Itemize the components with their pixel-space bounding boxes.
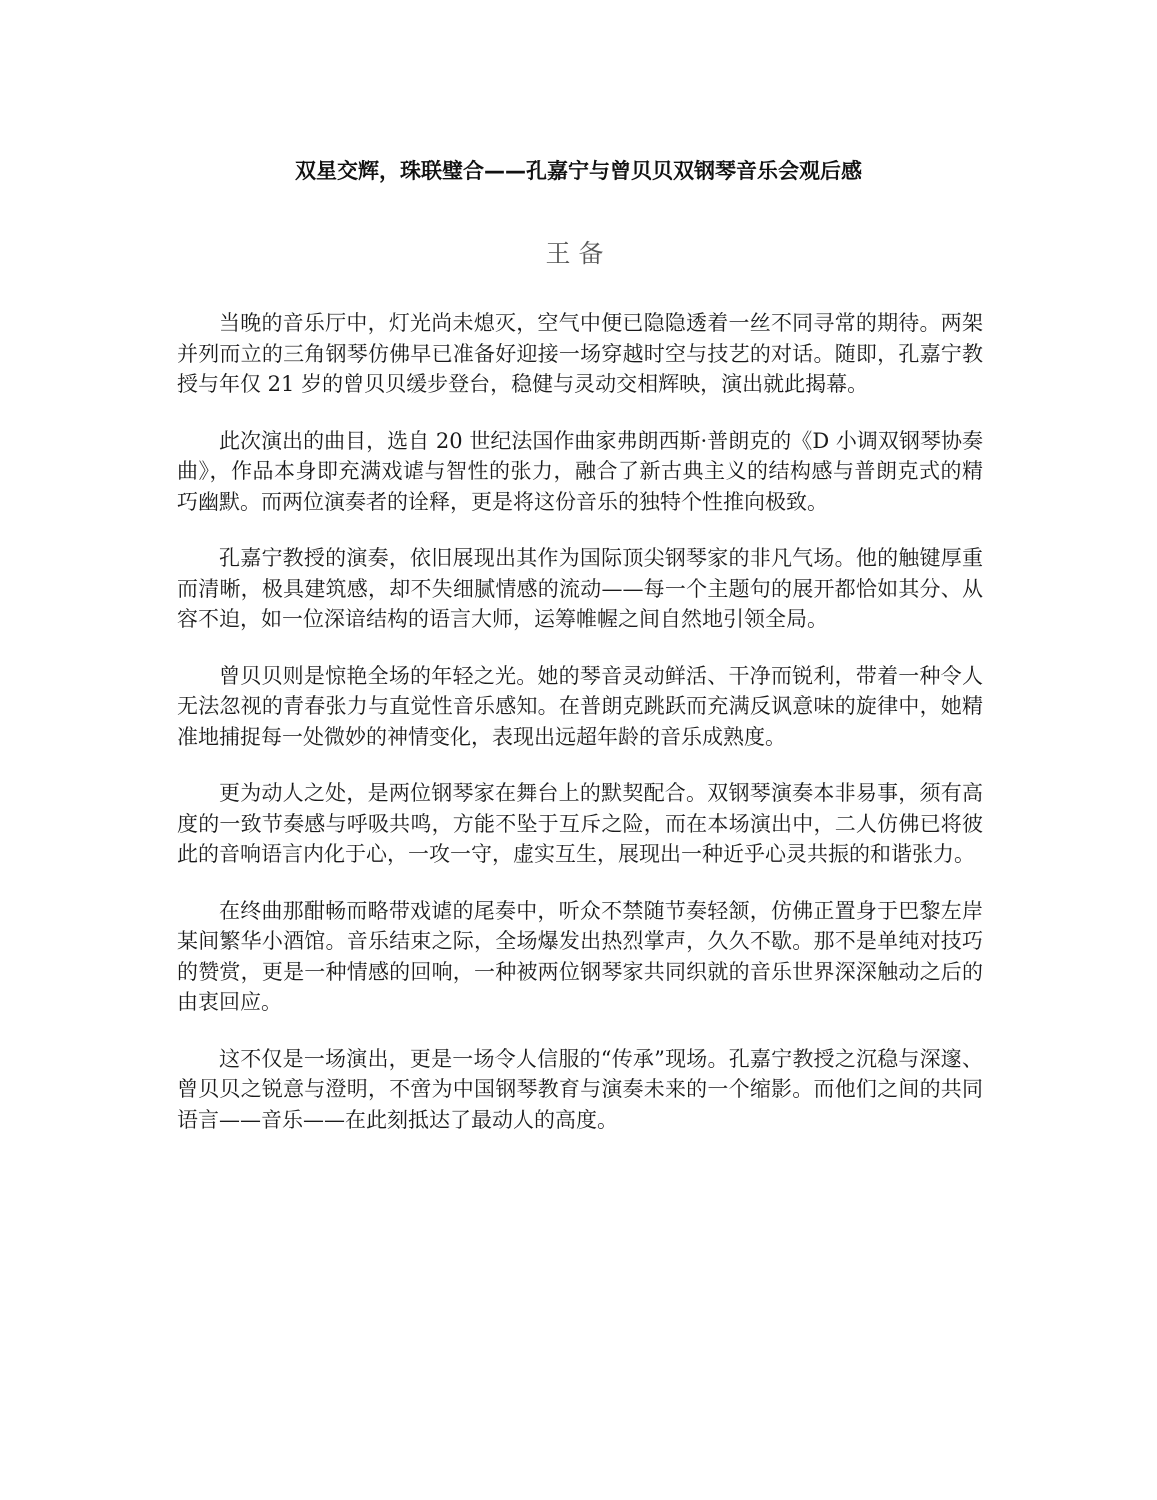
paragraph-2: 此次演出的曲目，选自 20 世纪法国作曲家弗朗西斯·普朗克的《D 小调双钢琴协奏曲》，作品本身即充满戏谑与智性的张力，融合了新古典主义的结构感与普朗克式的精巧幽默。而两位演奏者的诠释，更是将这份音乐的独特个性推向极致。 — [177, 428, 983, 514]
document-title: 双星交辉，珠联璧合——孔嘉宁与曾贝贝双钢琴音乐会观后感 — [295, 159, 862, 183]
paragraph-3: 孔嘉宁教授的演奏，依旧展现出其作为国际顶尖钢琴家的非凡气场。他的触键厚重而清晰，极具建筑感，却不失细腻情感的流动——每一个主题句的展开都恰如其分、从容不迫，如一位深谙结构的语言大师，运筹帷幄之间自然地引领全局。 — [177, 546, 983, 631]
paragraph-5: 更为动人之处，是两位钢琴家在舞台上的默契配合。双钢琴演奏本非易事，须有高度的一致节奏感与呼吸共鸣，方能不坠于互斥之险，而在本场演出中，二人仿佛已将彼此的音响语言内化于心，一攻一守，虚实互生，展现出一种近乎心灵共振的和谐张力。 — [177, 781, 983, 866]
paragraph-1: 当晚的音乐厅中，灯光尚未熄灭，空气中便已隐隐透着一丝不同寻常的期待。两架并列而立的三角钢琴仿佛早已准备好迎接一场穿越时空与技艺的对话。随即，孔嘉宁教授与年仅 21 岁的曾贝贝缓步登台，稳健与灵动交相辉映，演出就此揭幕。 — [177, 311, 983, 396]
paragraph-6: 在终曲那酣畅而略带戏谑的尾奏中，听众不禁随节奏轻颔，仿佛正置身于巴黎左岸某间繁华小酒馆。音乐结束之际，全场爆发出热烈掌声，久久不歇。那不是单纯对技巧的赞赏，更是一种情感的回响，一种被两位钢琴家共同织就的音乐世界深深触动之后的由衷回应。 — [177, 898, 983, 1014]
paragraph-7: 这不仅是一场演出，更是一场令人信服的“传承”现场。孔嘉宁教授之沉稳与深邃、曾贝贝之锐意与澄明，不啻为中国钢琴教育与演奏未来的一个缩影。而他们之间的共同语言——音乐——在此刻抵达了最动人的高度。 — [177, 1046, 983, 1132]
document-body — [177, 308, 983, 1161]
paragraph-4: 曾贝贝则是惊艳全场的年轻之光。她的琴音灵动鲜活、干净而锐利，带着一种令人无法忽视的青春张力与直觉性音乐感知。在普朗克跳跃而充满反讽意味的旋律中，她精准地捕捉每一处微妙的神情变化，表现出远超年龄的音乐成熟度。 — [177, 663, 983, 749]
author-name: 王备 — [545, 239, 612, 268]
